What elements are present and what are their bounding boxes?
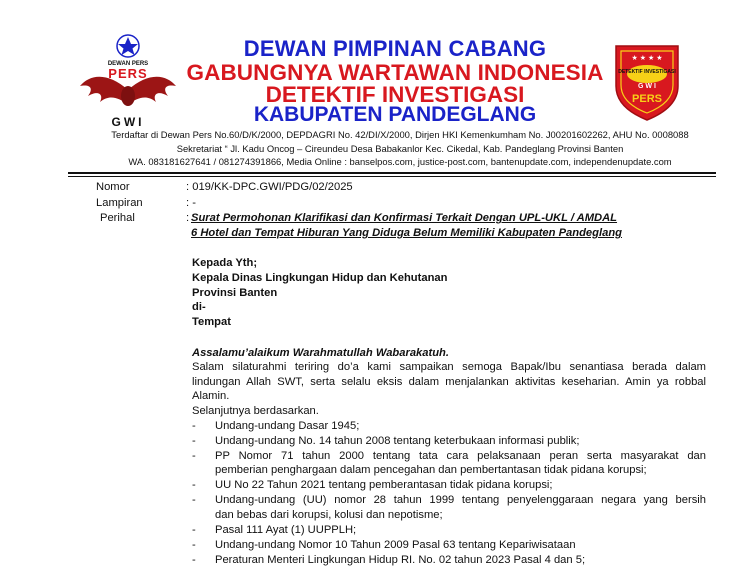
list-item-continuation: pemberian penghargaan dalam pencegahan dan pembertantasan tidak pidana korupsi; xyxy=(215,464,647,476)
paragraph-line-3: Alamin. xyxy=(192,390,230,402)
salutation: Assalamu’alaikum Warahmatullah Wabarakatuh. xyxy=(192,347,449,359)
list-item: Pasal 111 Ayat (1) UUPPLH; xyxy=(215,524,357,536)
recipient-line-3: di- xyxy=(192,301,206,313)
paragraph-line-2: lindungan Allah SWT, serta selalu eksis dalam menjalankan aktivitas keseharian. Amin ya robbal xyxy=(192,376,706,388)
lampiran-label: Lampiran xyxy=(96,197,143,209)
recipient-line-1: Kepala Dinas Lingkungan Hidup dan Kehutanan xyxy=(192,272,448,284)
list-item: Undang-undang Dasar 1945; xyxy=(215,420,360,432)
list-bullet: - xyxy=(192,479,196,491)
org-title-line-2: GABUNGNYA WARTAWAN INDONESIA xyxy=(186,60,604,85)
perihal-colon: : xyxy=(186,212,190,224)
logo-bottom-text: PERS xyxy=(632,93,662,105)
secretariat-address: Sekretariat “ Jl. Kadu Oncog – Cireundeu Desa Babakanlor Kec. Cikedal, Kab. Pandeglang Provinsi Banten xyxy=(176,143,624,154)
registration-line: Terdaftar di Dewan Pers No.60/D/K/2000, DEPDAGRI No. 42/DI/X/2000, Dirjen HKI Kemenkumham No. J00201602262, AHU No. 0008088 xyxy=(111,129,689,140)
perihal-subject-line-2: 6 Hotel dan Tempat Hiburan Yang Diduga Belum Memiliki Kabupaten Pandeglang xyxy=(191,227,622,239)
logo-stars: ★ ★ ★ ★ xyxy=(631,55,663,62)
list-bullet: - xyxy=(192,450,196,462)
list-bullet: - xyxy=(192,420,196,432)
list-item: Undang-undang (UU) nomor 28 tahun 1999 tentang penyelenggaraan negara yang bersih xyxy=(215,494,706,506)
letterhead-divider xyxy=(68,172,716,174)
logo-bottom-text: GWI xyxy=(111,115,145,129)
pers-gwi-logo xyxy=(78,32,178,132)
recipient-line-4: Tempat xyxy=(192,316,231,328)
list-item: Peraturan Menteri Lingkungan Hidup RI. No. 02 tahun 2023 Pasal 4 dan 5; xyxy=(215,554,586,566)
org-title-line-1: DEWAN PIMPINAN CABANG xyxy=(243,36,547,61)
list-item: PP Nomor 71 tahun 2000 tentang tata cara pelaksanaan peran serta masyarakat dan xyxy=(215,450,706,462)
recipient-greeting: Kepada Yth; xyxy=(192,257,258,269)
list-bullet: - xyxy=(192,539,196,551)
detektif-investigasi-logo xyxy=(612,40,682,122)
logo-top-text: DEWAN PERS xyxy=(107,61,149,67)
logo-top-text: DETEKTIF INVESTIGASI xyxy=(618,69,676,75)
list-bullet: - xyxy=(192,524,196,536)
nomor-label: Nomor xyxy=(96,181,130,193)
logo-middle-text: G W I xyxy=(638,83,656,90)
list-item: Undang-undang Nomor 10 Tahun 2009 Pasal 63 tentang Kepariwisataan xyxy=(215,539,576,551)
paragraph-line-1: Salam silaturahmi teriring do’a kami sampaikan semoga Bapak/Ibu senantiasa berada dalam xyxy=(192,361,706,373)
list-item-continuation: dan bebas dari korupsi, kolusi dan nepotisme; xyxy=(215,509,443,521)
perihal-label: Perihal xyxy=(100,212,135,224)
org-title-line-3: DETEKTIF INVESTIGASI xyxy=(265,82,525,107)
list-bullet: - xyxy=(192,435,196,447)
lampiran-value: : - xyxy=(186,197,196,209)
letterhead-divider-thin xyxy=(68,176,716,177)
intro-line: Selanjutnya berdasarkan. xyxy=(192,405,319,417)
perihal-subject-line-1: Surat Permohonan Klarifikasi dan Konfirmasi Terkait Dengan UPL-UKL / AMDAL xyxy=(191,212,618,224)
list-item: Undang-undang No. 14 tahun 2008 tentang keterbukaan informasi publik; xyxy=(215,435,580,447)
nomor-value: : 019/KK-DPC.GWI/PDG/02/2025 xyxy=(186,181,353,193)
recipient-line-2: Provinsi Banten xyxy=(192,287,278,299)
contact-line: WA. 083181627641 / 081274391866, Media Online : banselpos.com, justice-post.com, bantenupdate.com, independenupdate.com xyxy=(128,156,672,167)
org-title-line-4: KABUPATEN PANDEGLANG xyxy=(253,103,537,126)
logo-main-text: PERS xyxy=(108,66,148,81)
list-bullet: - xyxy=(192,494,196,506)
eagle-body xyxy=(121,86,135,106)
list-bullet: - xyxy=(192,554,196,566)
list-item: UU No 22 Tahun 2021 tentang pemberantasan tidak pidana korupsi; xyxy=(215,479,553,491)
